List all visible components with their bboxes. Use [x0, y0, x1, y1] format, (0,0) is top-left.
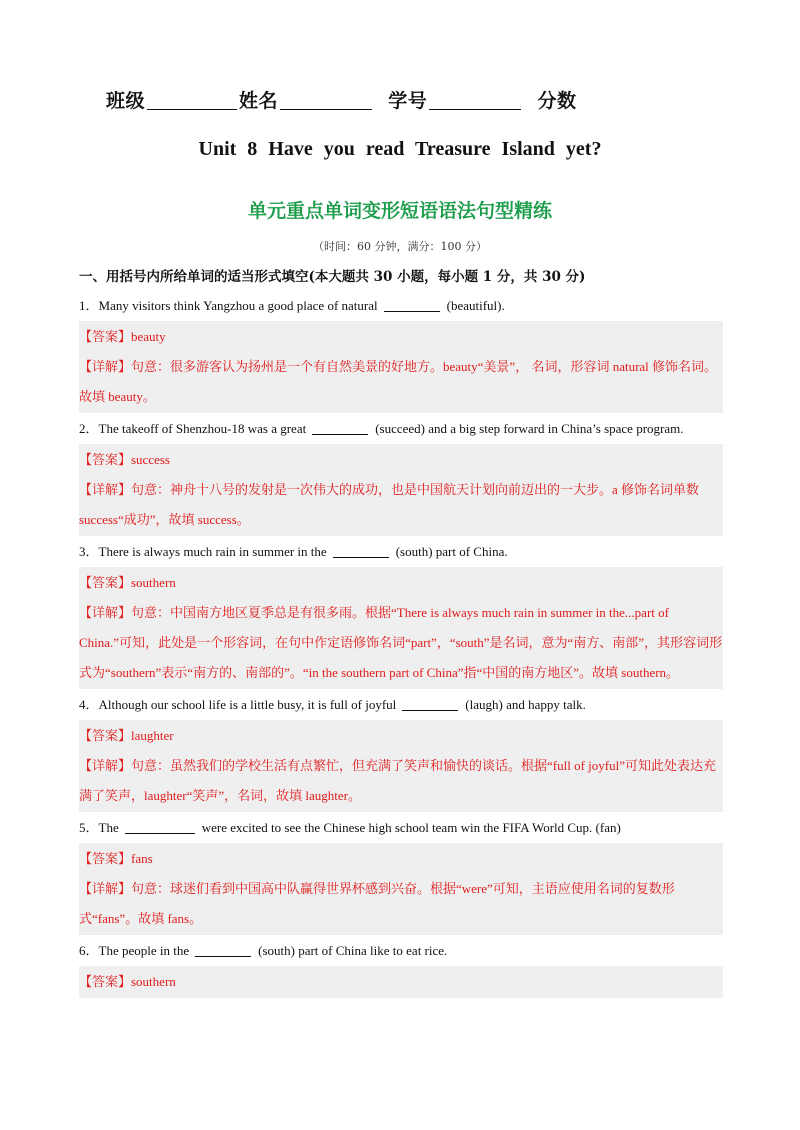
class-label: 班级 [106, 90, 146, 112]
answer-box [79, 720, 723, 812]
question-text: 2．The takeoff of Shenzhou-18 was a great (succeed) and a big step forward in China’s space program. [79, 421, 684, 436]
timing-note: （时间：60 分钟，满分：100 分） [313, 240, 487, 253]
answer-blank [125, 819, 195, 834]
id-label: 学号 [388, 90, 428, 112]
answer-box [79, 966, 723, 998]
answer-line: 【答案】laughter [79, 728, 174, 743]
explanation-text: 【详解】句意：中国南方地区夏季总是有很多雨。根据“There is always much rain in summer in the...part of China.”可知，此处是一个形容词，在句中作定语修饰名词“part”，“south”是名词，意为“南方、南部”，其形容词形式为“southern”表示“南方的、南部的”。“in the southern part of China”指“中国的南方地区”。故填 southern。 [79, 605, 723, 680]
answer-blank [333, 543, 389, 558]
id-blank [429, 91, 521, 110]
answer-blank [195, 942, 251, 957]
answer-box [79, 843, 723, 935]
answer-blank [384, 297, 440, 312]
answer-blank [402, 696, 458, 711]
name-blank [280, 91, 372, 110]
answer-box [79, 567, 723, 689]
class-blank [147, 91, 237, 110]
name-label: 姓名 [239, 90, 279, 112]
explanation-text: 【详解】句意：神舟十八号的发射是一次伟大的成功，也是中国航天计划向前迈出的一大步。a 修饰名词单数 success“成功”，故填 success。 [79, 482, 700, 527]
question-item [79, 290, 723, 413]
explanation-text: 【详解】句意：很多游客认为扬州是一个有自然美景的好地方。beauty“美景”， 名词，形容词 natural 修饰名词。故填 beauty。 [79, 359, 718, 404]
answer-blank [312, 420, 368, 435]
score-label: 分数 [537, 90, 577, 112]
explanation-text: 【详解】句意：虽然我们的学校生活有点繁忙，但充满了笑声和愉快的谈话。根据“full of joyful”可知此处表达充满了笑声，laughter“笑声”，名词，故填 laughter。 [79, 758, 716, 803]
question-item [79, 812, 723, 935]
answer-line: 【答案】beauty [79, 329, 166, 344]
question-item [79, 413, 723, 536]
answer-box [79, 321, 723, 413]
question-text: 3．There is always much rain in summer in the (south) part of China. [79, 544, 508, 559]
answer-line: 【答案】fans [79, 851, 153, 866]
question-text: 6．The people in the (south) part of China like to eat rice. [79, 943, 448, 958]
section-heading: 一、用括号内所给单词的适当形式填空(本大题共 30 小题，每小题 1 分，共 30 分) [79, 269, 586, 285]
answer-box [79, 444, 723, 536]
answer-line: 【答案】southern [79, 575, 176, 590]
answer-line: 【答案】southern [79, 974, 176, 989]
question-item [79, 536, 723, 689]
question-item [79, 935, 723, 998]
question-text: 1．Many visitors think Yangzhou a good place of natural (beautiful). [79, 298, 505, 313]
section-subtitle: 单元重点单词变形短语语法句型精练 [247, 200, 552, 222]
student-info-line [106, 86, 577, 113]
unit-title: Unit 8 Have you read Treasure Island yet? [198, 138, 602, 160]
answer-line: 【答案】success [79, 452, 170, 467]
question-item [79, 689, 723, 812]
explanation-text: 【详解】句意：球迷们看到中国高中队赢得世界杯感到兴奋。根据“were”可知，主语应使用名词的复数形式“fans”。故填 fans。 [79, 881, 675, 926]
question-list [79, 290, 723, 998]
question-text: 5．The were excited to see the Chinese high school team win the FIFA World Cup. (fan) [79, 820, 621, 835]
question-text: 4．Although our school life is a little busy, it is full of joyful (laugh) and happy talk. [79, 697, 586, 712]
